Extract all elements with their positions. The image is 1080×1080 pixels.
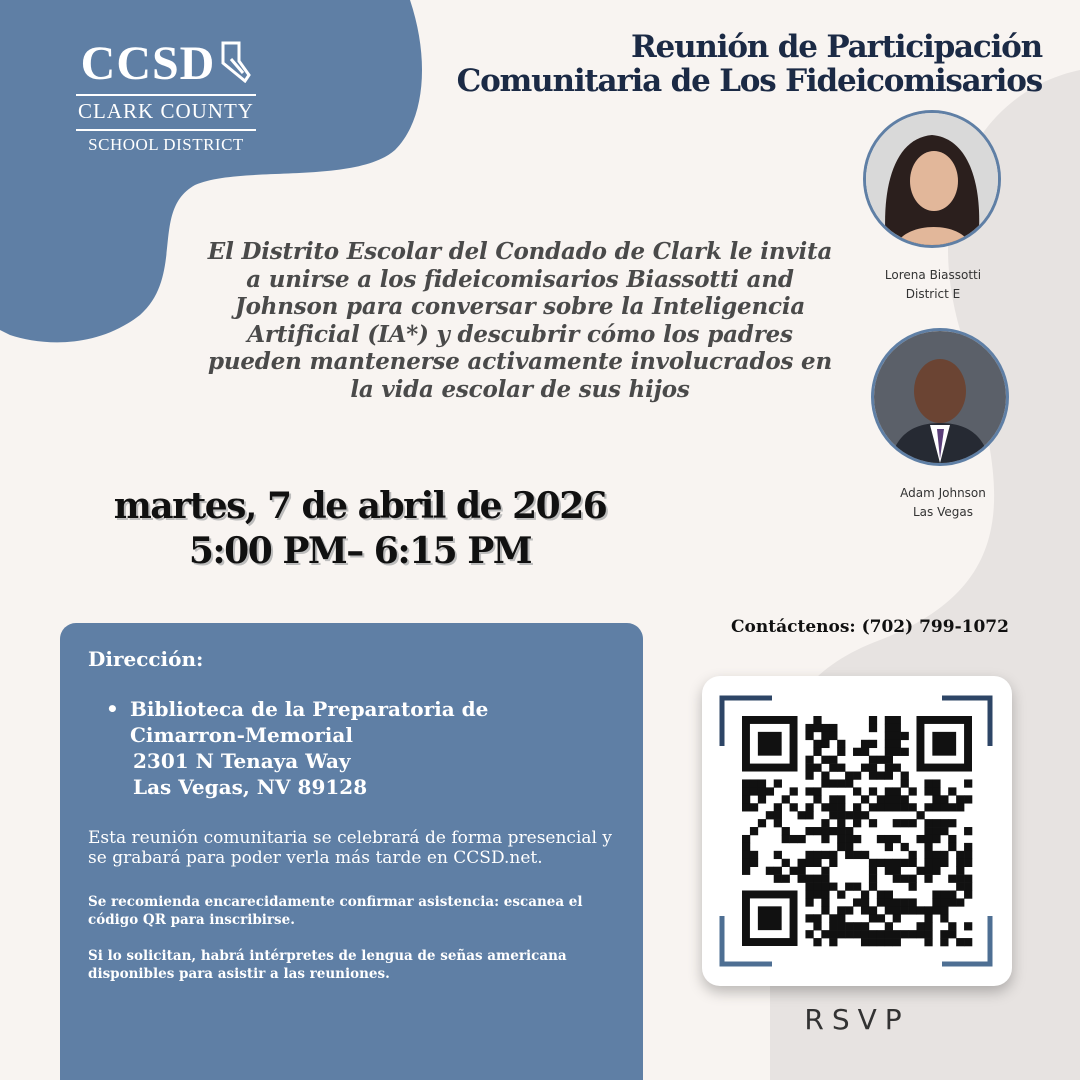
address-panel bbox=[60, 623, 643, 1080]
venue-list bbox=[88, 696, 615, 800]
intro-paragraph: El Distrito Escolar del Condado de Clark le invita a unirse a los fideicomisarios Biassotti and Johnson para conversar sobre la Inteligencia Artificial (IA*) y descubrir cómo los padres pueden mantenerse activamente involucrados en la vida escolar de sus hijos bbox=[207, 238, 833, 403]
qr-modules bbox=[742, 716, 972, 946]
trustee-photo-biassotti bbox=[863, 110, 1001, 248]
logo-line-1: CLARK COUNTY bbox=[78, 99, 254, 123]
nevada-pencil-icon bbox=[221, 41, 251, 87]
contact-phone[interactable]: Contáctenos: (702) 799-1072 bbox=[731, 617, 1009, 637]
title-line-1: Reunión de Participación bbox=[630, 29, 1042, 65]
address-heading: Dirección: bbox=[88, 647, 204, 671]
venue-street: 2301 N Tenaya Way bbox=[133, 749, 351, 773]
event-datetime bbox=[80, 484, 640, 574]
trustee-caption-johnson bbox=[853, 484, 1033, 521]
rsvp-note: Se recomienda encarecidamente confirmar asistencia: escanea el código QR para inscribirse. bbox=[88, 893, 583, 928]
venue-name-line-1: Biblioteca de la Preparatoria de bbox=[130, 697, 489, 721]
event-time: 5:00 PM– 6:15 PM bbox=[188, 530, 532, 572]
bullet-icon: • bbox=[106, 697, 119, 721]
page-title bbox=[442, 30, 1042, 98]
trustee-district: Las Vegas bbox=[913, 504, 973, 519]
rsvp-label: RSVP bbox=[804, 1003, 910, 1036]
venue-name-line-2: Cimarron-Memorial bbox=[130, 723, 353, 747]
event-date: martes, 7 de abril de 2026 bbox=[113, 485, 607, 527]
asl-note: Si lo solicitan, habrá intérpretes de lengua de señas americana disponibles para asistir a las reuniones. bbox=[88, 948, 567, 983]
ccsd-logo bbox=[76, 37, 256, 155]
title-line-2: Comunitaria de Los Fideicomisarios bbox=[456, 63, 1042, 100]
logo-abbr: CCSD bbox=[80, 37, 216, 90]
logo-divider bbox=[76, 129, 256, 131]
venue-city: Las Vegas, NV 89128 bbox=[133, 775, 368, 799]
rsvp-qr-code[interactable] bbox=[702, 676, 1012, 986]
trustee-name: Adam Johnson bbox=[900, 486, 986, 500]
recording-notice: Esta reunión comunitaria se celebrará de forma presencial y se grabará para poder verla más tarde en CCSD.net. bbox=[88, 828, 612, 869]
trustee-caption-biassotti bbox=[843, 266, 1023, 303]
logo-divider bbox=[76, 94, 256, 96]
trustee-district: District E bbox=[905, 286, 961, 301]
venue-item bbox=[106, 696, 615, 800]
trustee-name: Lorena Biassotti bbox=[884, 268, 982, 282]
trustee-photo-johnson bbox=[871, 328, 1009, 466]
logo-line-2: SCHOOL DISTRICT bbox=[88, 135, 244, 155]
